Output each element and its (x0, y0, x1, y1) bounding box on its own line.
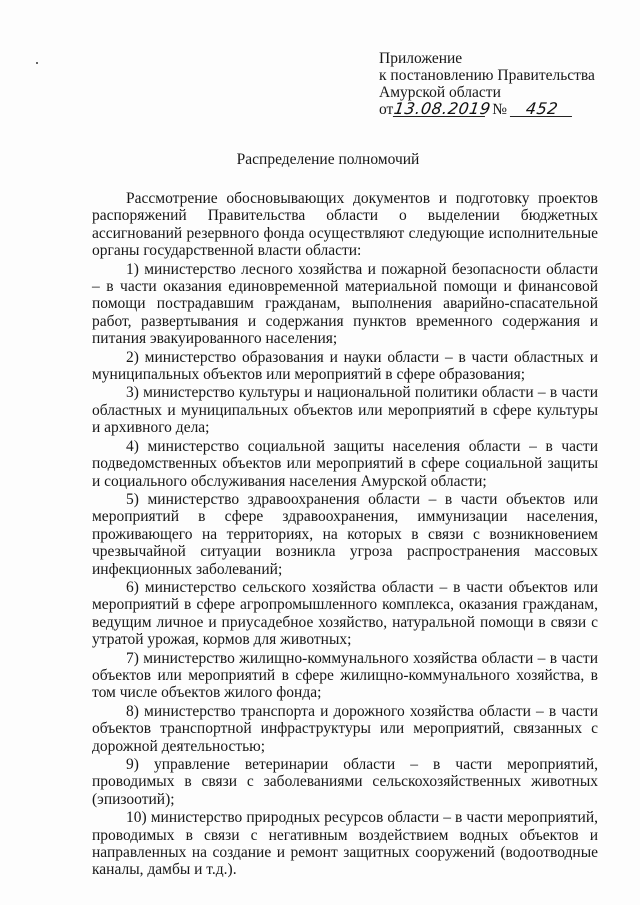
intro-paragraph: Рассмотрение обосновывающих документов и подготовку проектов распоряжений Правительства области о выделении бюджетных ассигнований резервного фонда осуществляют следующие исполнительные органы государственной власти области: (92, 190, 598, 260)
approval-line-appendix: Приложение (379, 50, 463, 67)
document-body (92, 190, 598, 879)
approval-block (379, 50, 619, 118)
list-item: 7) министерство жилищно-коммунального хозяйства области – в части объектов или мероприятий в сфере жилищно-коммунального хозяйства, в том числе объектов жилого фонда; (92, 649, 598, 702)
list-item: 6) министерство сельского хозяйства области – в части объектов или мероприятий в сфере агропромышленного комплекса, оказания гражданам, ведущим личное и приусадебное хозяйство, натуральной помощи в связи с утратой урожая, кормов для животных; (92, 578, 598, 649)
list-item: 3) министерство культуры и национальной политики области – в части областных и муниципальных объектов или мероприятий в сфере культуры и архивного дела; (92, 384, 598, 437)
list-item: 8) министерство транспорта и дорожного хозяйства области – в части объектов транспортной инфраструктуры или мероприятий, связанных с дорожной деятельностью; (92, 702, 598, 755)
handwritten-date: 13.08.2019 (393, 99, 493, 118)
list-item: 2) министерство образования и науки области – в части областных и муниципальных объектов или мероприятий в сфере образования; (92, 348, 598, 384)
list-item: 5) министерство здравоохранения области – в части объектов или мероприятий в сфере здравоохранения, иммунизации населения, проживающего на территориях, на которых в связи с возникновением чрезвычайной ситуации возникла угроза распространения массовых инфекционных заболеваний; (92, 490, 598, 578)
list-item: 9) управление ветеринарии области – в части мероприятий, проводимых в связи с заболеваниями сельскохозяйственных животных (эпизоотий); (92, 756, 598, 808)
approval-date-number-line (379, 101, 619, 118)
list-item: 1) министерство лесного хозяйства и пожарной безопасности области – в части оказания единовременной материальной помощи и финансовой помощи пострадавшим гражданам, выполнения аварийно-спасательной работ, развертывания и содержания пунктов временного содержания и питания эвакуированного населения; (92, 260, 598, 348)
list-item: 4) министерство социальной защиты населения области – в части подведомственных объектов или мероприятий в сфере социальной защиты и социального обслуживания населения Амурской области; (92, 437, 598, 490)
approval-line-resolution: к постановлению Правительства (379, 67, 595, 84)
scan-speck (36, 62, 38, 64)
document-title: Распределение полномочий (236, 151, 420, 168)
approval-line-region: Амурской области (379, 84, 501, 101)
handwritten-number: 452 (510, 101, 574, 117)
number-sign: № (492, 101, 507, 118)
date-prefix: от (379, 101, 394, 118)
list-item: 10) министерство природных ресурсов области – в части мероприятий, проводимых в связи с негативным воздействием водных объектов и направленных на создание и ремонт защитных сооружений (водоотводные каналы, дамбы и т.д.). (92, 809, 598, 879)
